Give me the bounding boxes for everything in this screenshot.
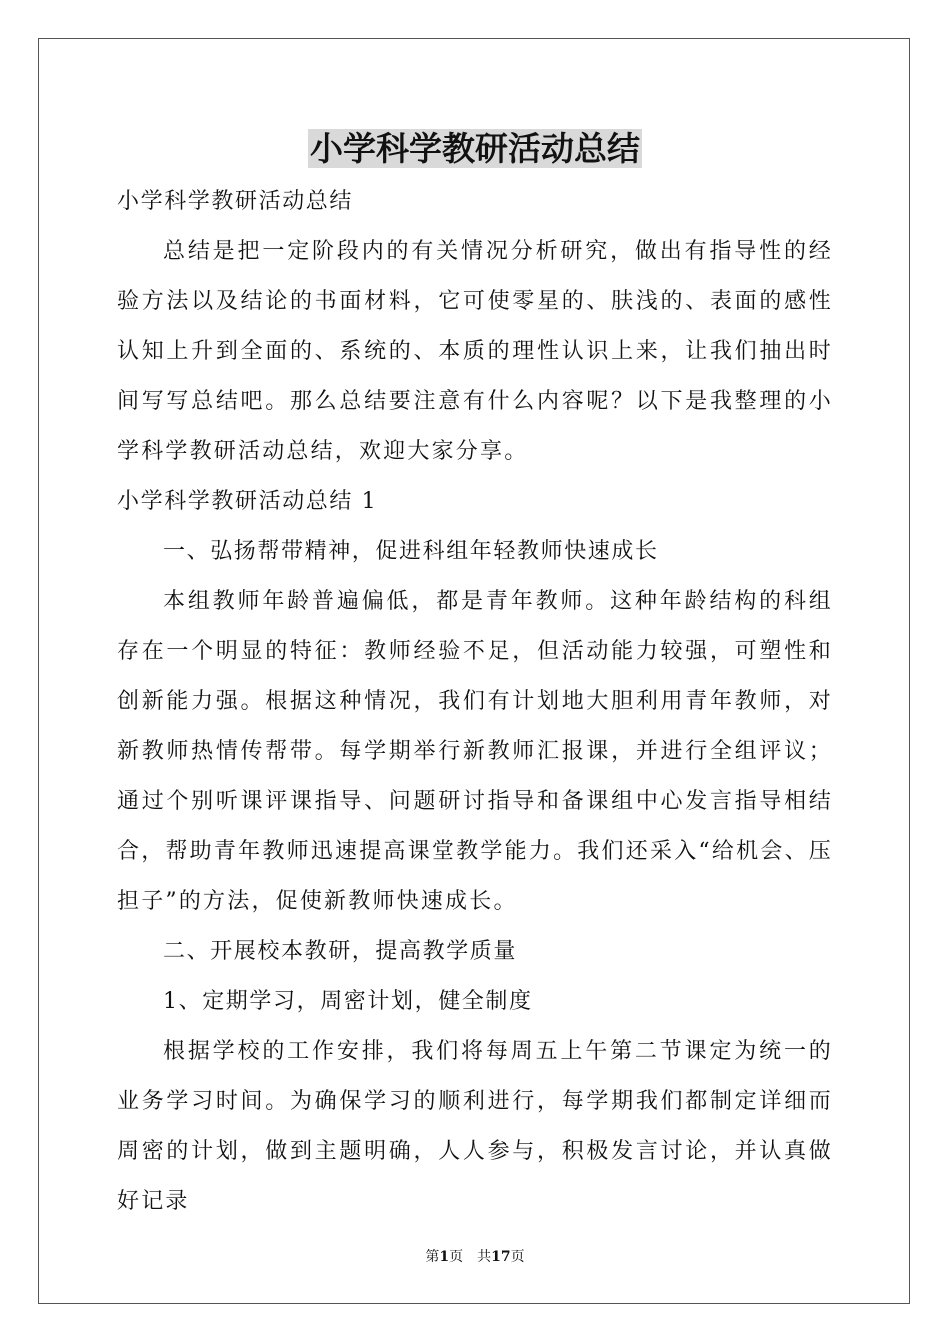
page-number xyxy=(425,1249,463,1265)
current-page: 1 xyxy=(439,1249,450,1265)
heading-2: 二、开展校本教研，提高教学质量 xyxy=(163,939,518,964)
document-title xyxy=(0,124,950,174)
heading-1: 一、弘扬帮带精神，促进科组年轻教师快速成长 xyxy=(163,539,659,564)
page-prefix: 第 xyxy=(425,1249,440,1265)
total-pages xyxy=(477,1249,524,1265)
total-prefix: 共 xyxy=(477,1249,492,1265)
page-suffix: 页 xyxy=(449,1249,464,1265)
document-subtitle: 小学科学教研活动总结 xyxy=(117,189,354,214)
intro-paragraph: 总结是把一定阶段内的有关情况分析研究，做出有指导性的经验方法以及结论的书面材料，它可使零星的、肤浅的、表面的感性认知上升到全面的、系统的、本质的理性认识上来，让我们抽出时间写写总结吧。那么总结要注意有什么内容呢？以下是我整理的小学科学教研活动总结，欢迎大家分享。 xyxy=(117,239,833,464)
document-title-text: 小学科学教研活动总结 xyxy=(310,129,640,168)
section-title: 小学科学教研活动总结 1 xyxy=(117,489,378,514)
paragraph-1: 本组教师年龄普遍偏低，都是青年教师。这种年龄结构的科组存在一个明显的特征：教师经验不足，但活动能力较强，可塑性和创新能力强。根据这种情况，我们有计划地大胆利用青年教师，对新教师热情传帮带。每学期举行新教师汇报课，并进行全组评议；通过个别听课评课指导、问题研讨指导和备课组中心发言指导相结合，帮助青年教师迅速提高课堂教学能力。我们还采入“给机会、压担子”的方法，促使新教师快速成长。 xyxy=(117,589,833,914)
total-page-count: 17 xyxy=(491,1249,511,1265)
page-footer xyxy=(0,1247,950,1267)
total-suffix: 页 xyxy=(510,1249,525,1265)
document-body xyxy=(117,177,833,1227)
paragraph-2: 根据学校的工作安排，我们将每周五上午第二节课定为统一的业务学习时间。为确保学习的顺利进行，每学期我们都制定详细而周密的计划，做到主题明确，人人参与，积极发言讨论，并认真做好记录 xyxy=(117,1039,833,1214)
heading-3: 1、定期学习，周密计划，健全制度 xyxy=(163,989,533,1014)
